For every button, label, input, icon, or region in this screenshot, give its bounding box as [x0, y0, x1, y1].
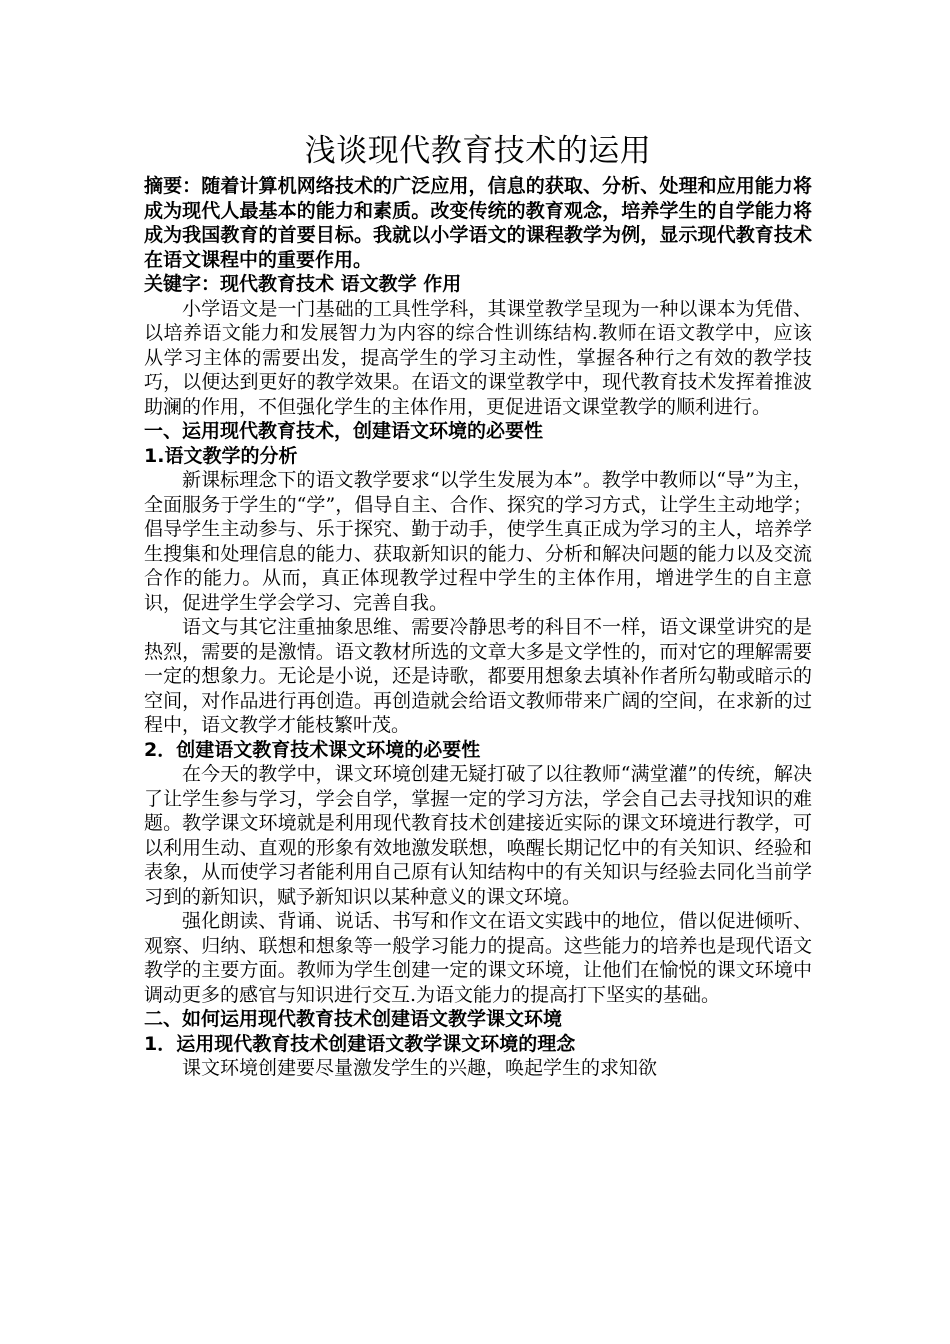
- keywords: 关键字：现代教育技术 语文教学 作用: [144, 273, 462, 295]
- paragraph: 课文环境创建要尽量激发学生的兴趣，唤起学生的求知欲: [182, 1057, 658, 1079]
- subsection-2-1-heading: 1．运用现代教育技术创建语文教学课文环境的理念: [144, 1032, 576, 1055]
- section-1-heading: 一、运用现代教育技术，创建语文环境的必要性: [144, 420, 544, 442]
- document-title: 浅谈现代教育技术的运用: [304, 133, 652, 169]
- paragraph: 在今天的教学中，课文环境创建无疑打破了以往教师“满堂灌”的传统，解决了让学生参与学习，学会自学，掌握一定的学习方法，学会自己去寻找知识的难题。教学课文环境就是利用现代教育技术创建接近实际的课文环境进行教学，可以利用生动、直观的形象有效地激发联想，唤醒长期记忆中的有关知识、经验和表象，从而使学习者能利用自己原有认知结构中的有关知识与经验去同化当前学习到的新知识，赋予新知识以某种意义的课文环境。: [144, 763, 812, 908]
- subsection-1-2-heading: 2．创建语文教育技术课文环境的必要性: [144, 738, 481, 761]
- abstract: 摘要：随着计算机网络技术的广泛应用，信息的获取、分析、处理和应用能力将成为现代人最基本的能力和素质。改变传统的教育观念，培养学生的自学能力将成为我国教育的首要目标。我就以小学语文的课程教学为例，显示现代教育技术在语文课程中的重要作用。: [144, 175, 812, 271]
- paragraph: 新课标理念下的语文教学要求“以学生发展为本”。教学中教师以“导”为主，全面服务于学生的“学”，倡导自主、合作、探究的学习方式，让学生主动地学；倡导学生主动参与、乐于探究、勤于动手，使学生真正成为学习的主人，培养学生搜集和处理信息的能力、获取新知识的能力、分析和解决问题的能力以及交流合作的能力。从而，真正体现教学过程中学生的主体作用，增进学生的自主意识，促进学生学会学习、完善自我。: [144, 469, 812, 614]
- subsection-1-1-heading: 1.语文教学的分析: [144, 444, 298, 467]
- document-page: [144, 128, 812, 1081]
- paragraph: 强化朗读、背诵、说话、书写和作文在语文实践中的地位，借以促进倾听、观察、归纳、联想和想象等一般学习能力的提高。这些能力的培养也是现代语文教学的主要方面。教师为学生创建一定的课文环境，让他们在愉悦的课文环境中调动更多的感官与知识进行交互.为语文能力的提高打下坚实的基础。: [144, 910, 812, 1006]
- paragraph: 语文与其它注重抽象思维、需要冷静思考的科目不一样，语文课堂讲究的是热烈，需要的是激情。语文教材所选的文章大多是文学性的，而对它的理解需要一定的想象力。无论是小说，还是诗歌，都要用想象去填补作者所勾勒或暗示的空间，对作品进行再创造。再创造就会给语文教师带来广阔的空间，在求新的过程中，语文教学才能枝繁叶茂。: [144, 616, 812, 736]
- intro-paragraph: 小学语文是一门基础的工具性学科，其课堂教学呈现为一种以课本为凭借、以培养语文能力和发展智力为内容的综合性训练结构.教师在语文教学中，应该从学习主体的需要出发，提高学生的学习主动性，掌握各种行之有效的教学技巧，以便达到更好的教学效果。在语文的课堂教学中，现代教育技术发挥着推波助澜的作用，不但强化学生的主体作用，更促进语文课堂教学的顺利进行。: [144, 297, 812, 418]
- section-2-heading: 二、如何运用现代教育技术创建语文教学课文环境: [144, 1008, 563, 1030]
